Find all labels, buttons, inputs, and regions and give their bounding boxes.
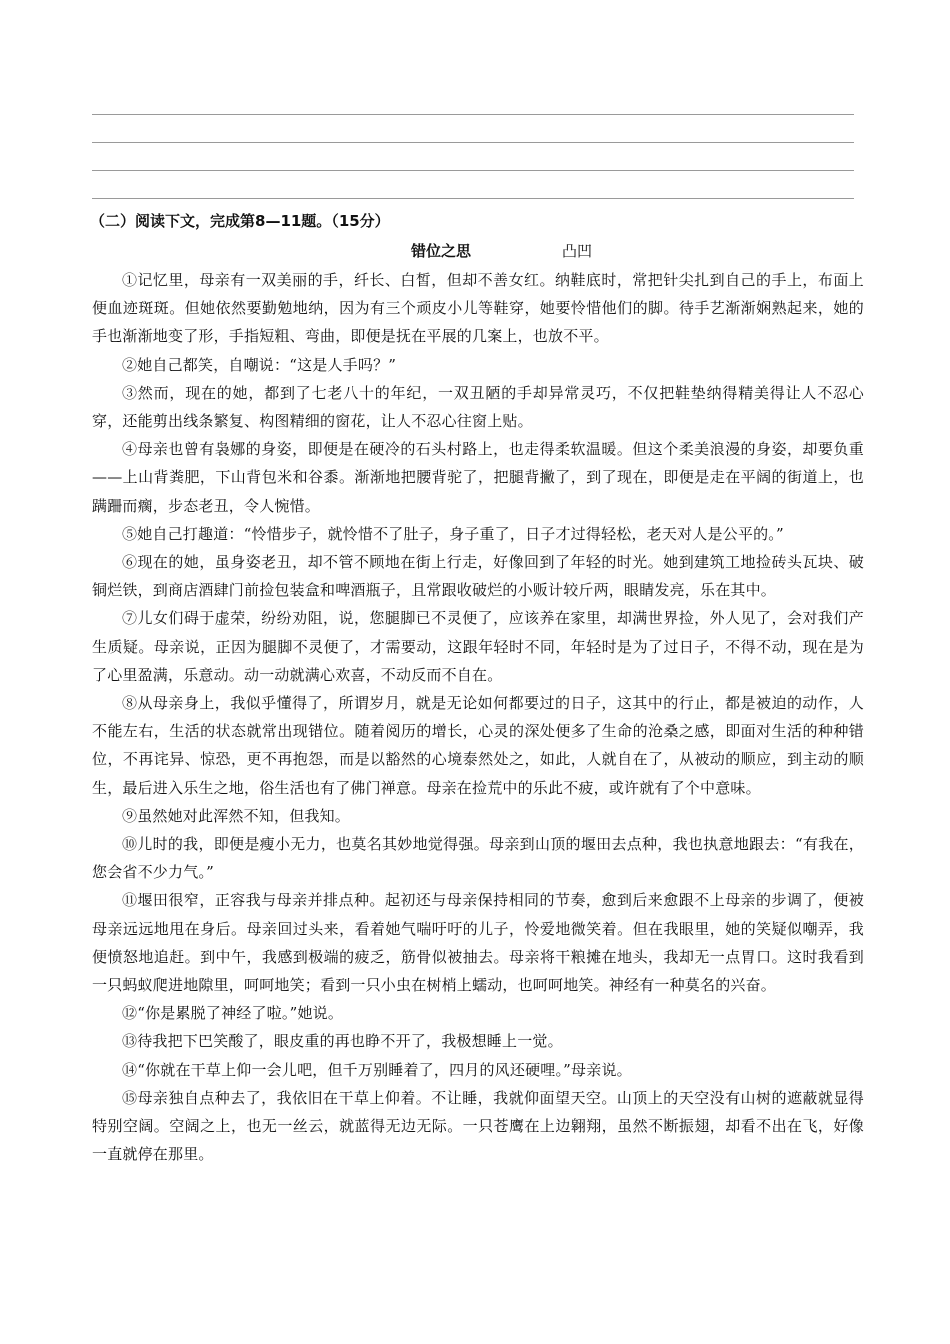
paragraph: ④母亲也曾有袅娜的身姿，即便是在硬冷的石头村路上，也走得柔软温暖。但这个柔美浪漫的身姿，却要负重——上山背粪肥，下山背包米和谷黍。渐渐地把腰背驼了，把腿背撇了，到了现在，即便是走在平阔的街道上，也蹒跚而瘸，步态老丑，令人惋惜。 [92, 440, 864, 515]
paragraph: ⑩儿时的我，即便是瘦小无力，也莫名其妙地觉得强。母亲到山顶的堰田去点种，我也执意地跟去：“有我在，您会省不少力气。” [92, 835, 864, 882]
answer-line [92, 142, 854, 143]
paragraph: ⑮母亲独自点种去了，我依旧在干草上仰着。不让睡，我就仰面望天空。山顶上的天空没有山树的遮蔽就显得特别空阔。空阔之上，也无一丝云，就蓝得无边无际。一只苍鹰在上边翱翔，虽然不断振翅，却看不出在飞，好像一直就停在那里。 [92, 1088, 864, 1164]
paragraph: ⑫“你是累脱了神经了啦。”她说。 [122, 1004, 344, 1023]
passage-title: 错位之思 [411, 242, 472, 260]
answer-line [92, 114, 854, 115]
paragraph: ⑪堰田很窄，正容我与母亲并排点种。起初还与母亲保持相同的节奏，愈到后来愈跟不上母亲的步调了，便被母亲远远地甩在身后。母亲回过头来，看着她气喘吁吁的儿子，怜爱地微笑着。但在我眼里，她的笑疑似嘲弄，我便愤怒地追赶。到中午，我感到极端的疲乏，筋骨似被抽去。母亲将干粮摊在地头，我却无一点胃口。这时我看到一只蚂蚁爬进地隙里，呵呵地笑；看到一只小虫在树梢上蠕动，也呵呵地笑。神经有一种莫名的兴奋。 [92, 891, 864, 995]
section-heading: （二）阅读下文，完成第8—11题。（15分） [90, 212, 390, 230]
title-line [92, 236, 864, 266]
answer-line [92, 198, 854, 199]
paragraph: ⑥现在的她，虽身姿老丑，却不管不顾地在街上行走，好像回到了年轻的时光。她到建筑工地捡砖头瓦块、破铜烂铁，到商店酒肆门前捡包装盒和啤酒瓶子，且常跟收破烂的小贩计较斤两，眼睛发亮，乐在其中。 [92, 553, 864, 600]
paragraph: ⑦儿女们碍于虚荣，纷纷劝阻，说，您腿脚已不灵便了，应该养在家里，却满世界捡，外人见了，会对我们产生质疑。母亲说，正因为腿脚不灵便了，才需要动，这跟年轻时不同，年轻时是为了过日子，不得不动，现在是为了心里盈满，乐意动。动一动就满心欢喜，不动反而不自在。 [92, 609, 864, 684]
passage-author: 凸凹 [562, 242, 593, 260]
paragraph: ⑤她自己打趣道：“怜惜步子，就怜惜不了肚子，身子重了，日子才过得轻松，老天对人是公平的。” [122, 524, 784, 543]
answer-line [92, 170, 854, 171]
paragraph: ⑧从母亲身上，我似乎懂得了，所谓岁月，就是无论如何都要过的日子，这其中的行止，都是被迫的动作，人不能左右，生活的状态就常出现错位。随着阅历的增长，心灵的深处便多了生命的沧桑之感，即面对生活的种种错位，不再诧异、惊恐，更不再抱怨，而是以豁然的心境泰然处之，如此，人就自在了，从被动的顺应，到主动的顺生，最后进入乐生之地，俗生活也有了佛门禅意。母亲在捡荒中的乐此不疲，或许就有了个中意味。 [92, 694, 864, 797]
paragraph: ⑭“你就在干草上仰一会儿吧，但千万别睡着了，四月的风还硬哩。”母亲说。 [122, 1060, 632, 1079]
paragraph: ⑬待我把下巴笑酸了，眼皮重的再也睁不开了，我极想睡上一觉。 [122, 1032, 563, 1051]
paragraph: ③然而，现在的她，都到了七老八十的年纪，一双丑陋的手却异常灵巧，不仅把鞋垫纳得精美得让人不忍心穿，还能剪出线条繁复、构图精细的窗花，让人不忍心往窗上贴。 [92, 383, 864, 431]
reading-passage [92, 206, 864, 1169]
paragraph: ②她自己都笑，自嘲说：“这是人手吗？” [122, 355, 397, 374]
paragraph: ①记忆里，母亲有一双美丽的手，纤长、白皙，但却不善女红。纳鞋底时，常把针尖扎到自己的手上，布面上便血迹斑斑。但她依然要勤勉地纳，因为有三个顽皮小儿等鞋穿，她要怜惜他们的脚。待手艺渐渐娴熟起来，她的手也渐渐地变了形，手指短粗、弯曲，即便是抚在平展的几案上，也放不平。 [92, 271, 864, 346]
paragraph: ⑨虽然她对此浑然不知，但我知。 [122, 806, 351, 825]
